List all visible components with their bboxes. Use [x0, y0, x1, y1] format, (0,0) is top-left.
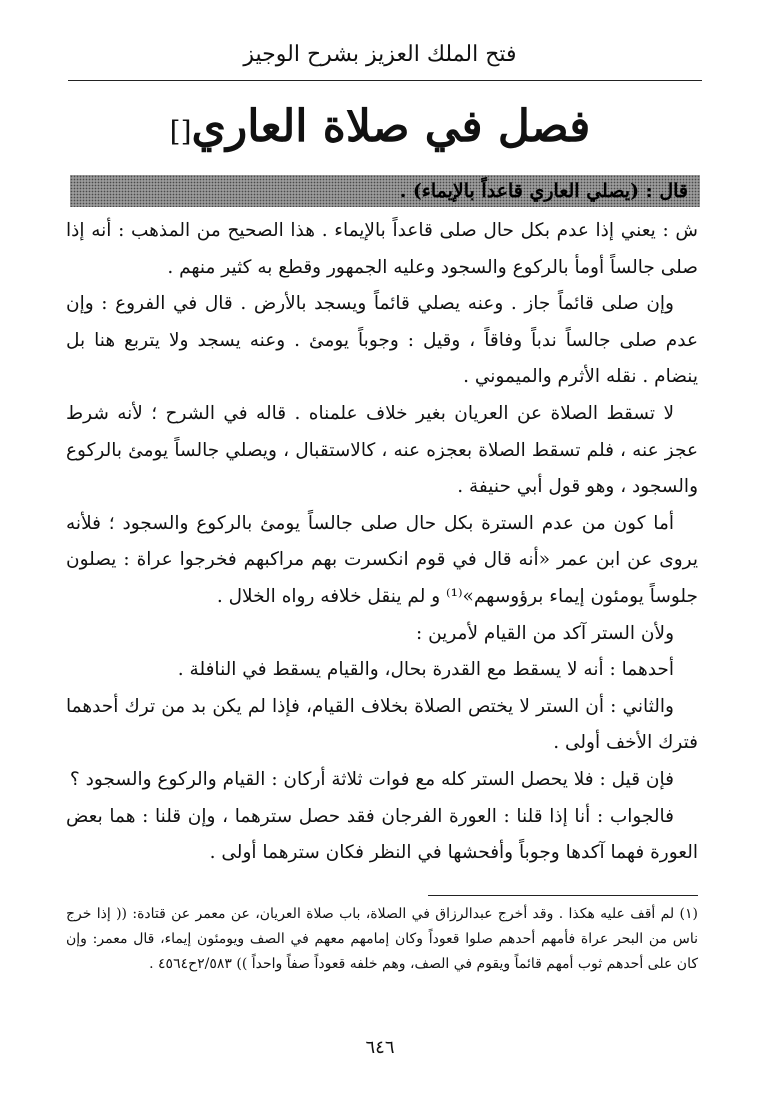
matn-band [70, 175, 700, 207]
paragraph: فالجواب : أنا إذا قلنا : العورة الفرجان فقد حصل سترهما ، وإن قلنا : هما بعض العورة فهما آكدها وجوباً وأفحشها في النظر فكان سترهما أولى . [66, 805, 698, 864]
running-head: فتح الملك العزيز بشرح الوجيز [243, 42, 517, 67]
body-text [66, 213, 698, 872]
paragraph: فإن قيل : فلا يحصل الستر كله مع فوات ثلاثة أركان : القيام والركوع والسجود ؟ [69, 768, 674, 790]
paragraph: والثاني : أن الستر لا يختص الصلاة بخلاف القيام، فإذا لم يكن بد من ترك أحدهما فترك الأخف أولى . [66, 695, 698, 754]
paragraph: ش : يعني إذا عدم بكل حال صلى قاعداً بالإيماء . هذا الصحيح من المذهب : أنه إذا صلى جالساً أومأ بالركوع والسجود وعليه الجمهور وقطع به كثير منهم . [66, 220, 698, 278]
matn-text: قال : (يصلي العاري قاعداً بالإيماء) . [399, 180, 688, 202]
paragraph: ولأن الستر آكد من القيام لأمرين : [415, 622, 674, 644]
footnote-rule [428, 895, 698, 896]
chapter-title: فصل في صلاة العاري [191, 101, 591, 152]
header-rule [68, 80, 702, 81]
page-number: ٦٤٦ [365, 1037, 395, 1058]
paragraph: وإن صلى قائماً جاز . وعنه يصلي قائماً ويسجد بالأرض . قال في الفروع : وإن عدم صلى جالساً ندباً وفاقاً ، وقيل : وجوباً يومئ . وعنه يسجد ولا يتربع هنا بل ينضام . نقله الأثرم والميموني . [66, 293, 698, 388]
chapter-heading [0, 96, 760, 163]
paragraph: لا تسقط الصلاة عن العريان بغير خلاف علمناه . قاله في الشرح ؛ لأنه شرط عجز عنه ، فلم تسقط الصلاة بعجزه عنه ، كالاستقبال ، ويصلي جالساً يومئ بالركوع والسجود ، وهو قول أبي حنيفة . [66, 402, 698, 498]
chapter-bracket-open: [ [180, 115, 192, 148]
paragraph: أما كون من عدم السترة بكل حال صلى جالساً يومئ بالركوع والسجود ؛ فلأنه يروى عن ابن عمر «أنه قال في قوم انكسرت بهم مراكبهم فخرجوا عراة : يصلون جلوساً يومئون إيماء برؤوسهم»⁽¹⁾ و لم ينقل خلافه رواه الخلال . [66, 512, 698, 607]
paragraph: أحدهما : أنه لا يسقط مع القدرة بحال، والقيام يسقط في النافلة . [177, 659, 674, 681]
chapter-bracket-close: ] [169, 115, 181, 148]
footnote: (١) لم أقف عليه هكذا . وقد أخرج عبدالرزاق في الصلاة، باب صلاة العريان، عن معمر عن قتادة: (( إذا خرج ناس من البحر عراة فأمهم أحدهم صلوا قعوداً وكان إمامهم معهم في الصف ويومئون إيماء، قال معمر: وإن كان على أحدهم ثوب أمهم قائماً ويقوم في الصف، وهم خلفه قعوداً صفاً واحداً )) ٢/٥٨٣ح٤٥٦٤ . [66, 906, 698, 972]
